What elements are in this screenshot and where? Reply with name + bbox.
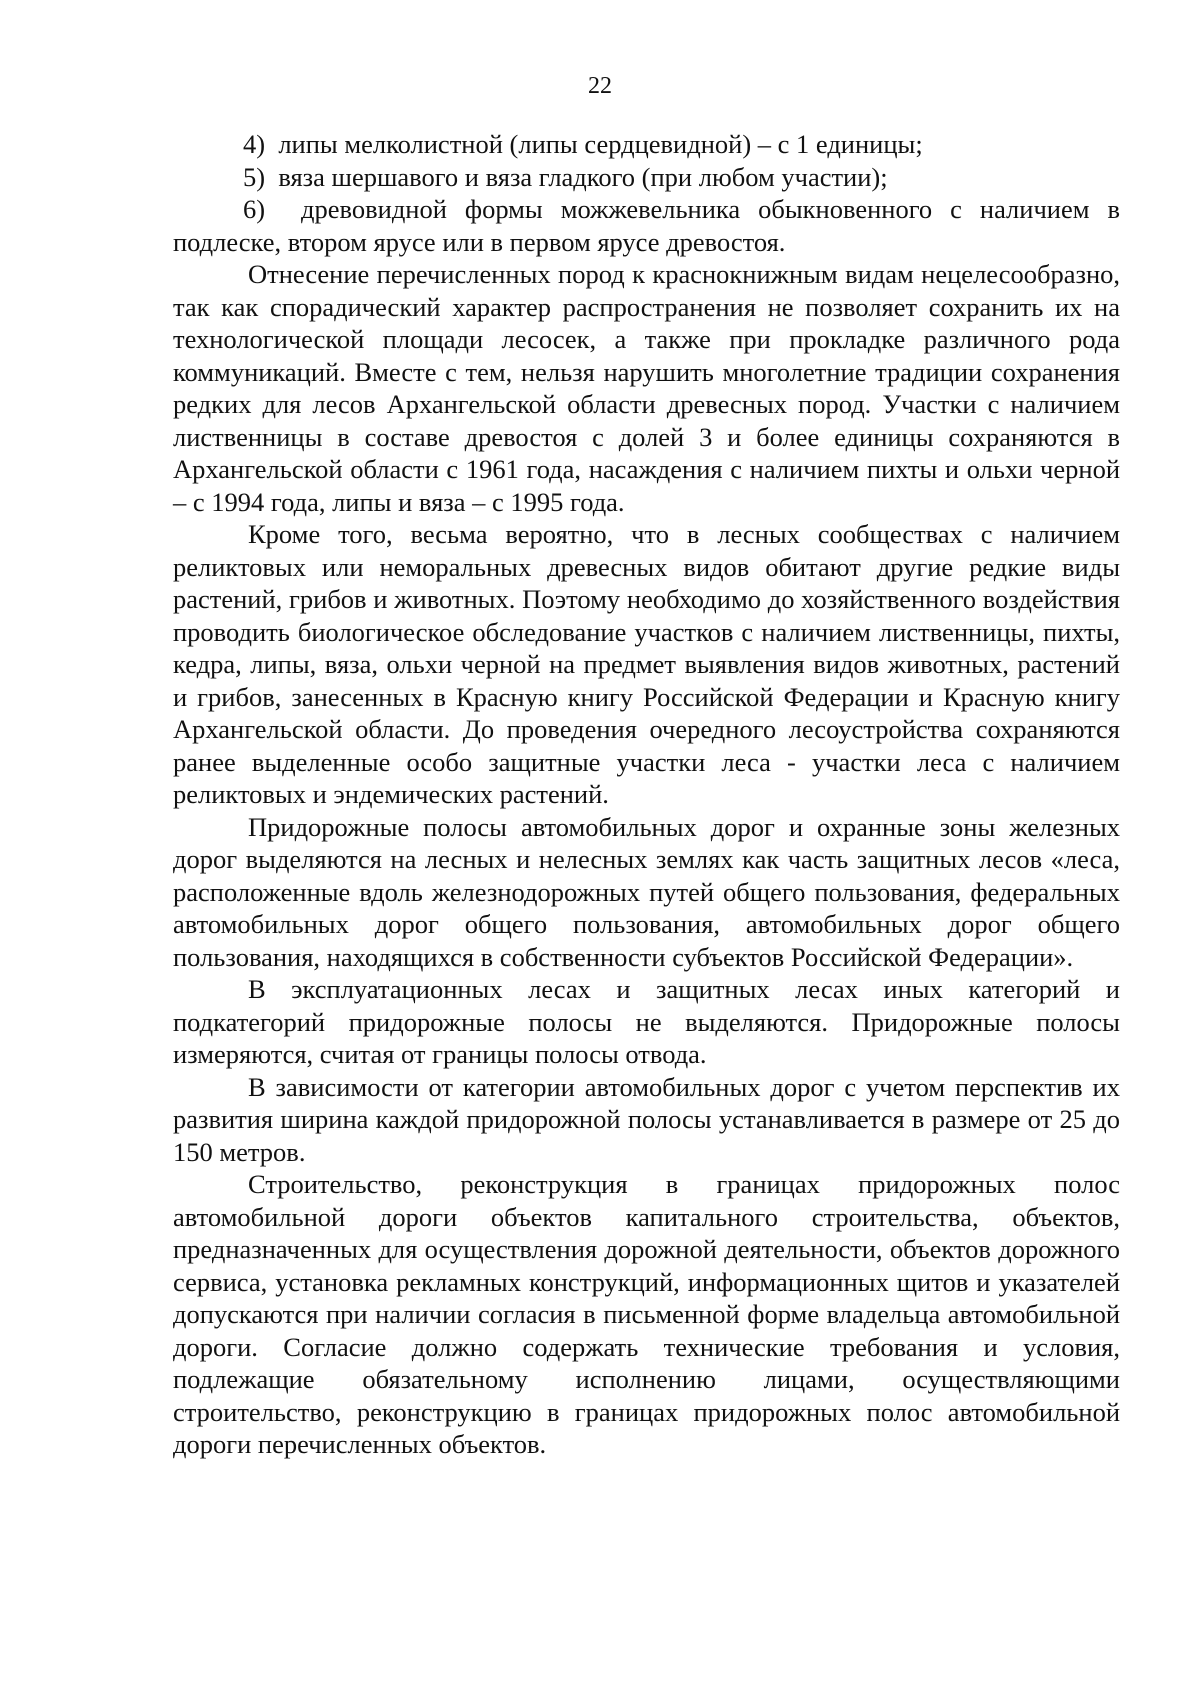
paragraph: Строительство, реконструкция в границах придорожных полос автомобильной дороги объектов капитального строительства, объектов, предназначенных для осуществления дорожной деятельности, объектов дорожного сервиса, установка рекламных конструкций, информационных щитов и указателей допускаются при наличии согласия в письменной форме владельца автомобильной дороги. Согласие должно содержать технические требования и условия, подлежащие обязательному исполнению лицами, осуществляющими строительство, реконструкцию в границах придорожных полос автомобильной дороги перечисленных объектов. — [173, 1169, 1120, 1459]
list-item-number: 5) — [243, 161, 266, 192]
numbered-list — [173, 128, 1120, 258]
list-item — [173, 193, 1120, 258]
list-item-text: липы мелколистной (липы сердцевидной) – с 1 единицы; — [278, 129, 923, 159]
list-item — [173, 161, 1120, 194]
paragraph: Придорожные полосы автомобильных дорог и охранные зоны железных дорог выделяются на лесных и нелесных землях как часть защитных лесов «леса, расположенные вдоль железнодорожных путей общего пользования, федеральных автомобильных дорог общего пользования, автомобильных дорог общего пользования, находящихся в собственности субъектов Российской Федерации». — [173, 811, 1120, 972]
list-item-number: 4) — [243, 129, 266, 159]
paragraph: Отнесение перечисленных пород к краснокнижным видам нецелесообразно, так как спорадический характер распространения не позволяет сохранить их на технологической площади лесосек, а также при прокладке различного рода коммуникаций. Вместе с тем, нельзя нарушить многолетние традиции сохранения редких для лесов Архангельской области древесных пород. Участки с наличием лиственницы в составе древостоя с долей 3 и более единицы сохраняются в Архангельской области с 1961 года, насаждения с наличием пихты и ольхи черной – с 1994 года, липы и вяза – с 1995 года. — [173, 259, 1120, 517]
list-item — [173, 128, 1120, 161]
page-number: 22 — [588, 73, 612, 99]
paragraph: В зависимости от категории автомобильных дорог с учетом перспектив их развития ширина каждой придорожной полосы устанавливается в размере от 25 до 150 метров. — [173, 1071, 1120, 1167]
document-body — [173, 128, 1120, 1461]
list-item-text: древовидной формы можжевельника обыкновенного с наличием в подлеске, втором ярусе или в первом ярусе древостоя. — [173, 194, 1121, 257]
paragraph: В эксплуатационных лесах и защитных лесах иных категорий и подкатегорий придорожные полосы не выделяются. Придорожные полосы измеряются, считая от границы полосы отвода. — [173, 974, 1120, 1069]
list-item-number: 6) — [243, 194, 266, 224]
list-item-text: вяза шершавого и вяза гладкого (при любом участии); — [278, 161, 888, 192]
paragraph: Кроме того, весьма вероятно, что в лесных сообществах с наличием реликтовых или неморальных древесных видов обитают другие редкие виды растений, грибов и животных. Поэтому необходимо до хозяйственного воздействия проводить биологическое обследование участков с наличием лиственницы, пихты, кедра, липы, вяза, ольхи черной на предмет выявления видов животных, растений и грибов, занесенных в Красную книгу Российской Федерации и Красную книгу Архангельской области. До проведения очередного лесоустройства сохраняются ранее выделенные особо защитные участки леса - участки леса с наличием реликтовых и эндемических растений. — [173, 519, 1120, 809]
